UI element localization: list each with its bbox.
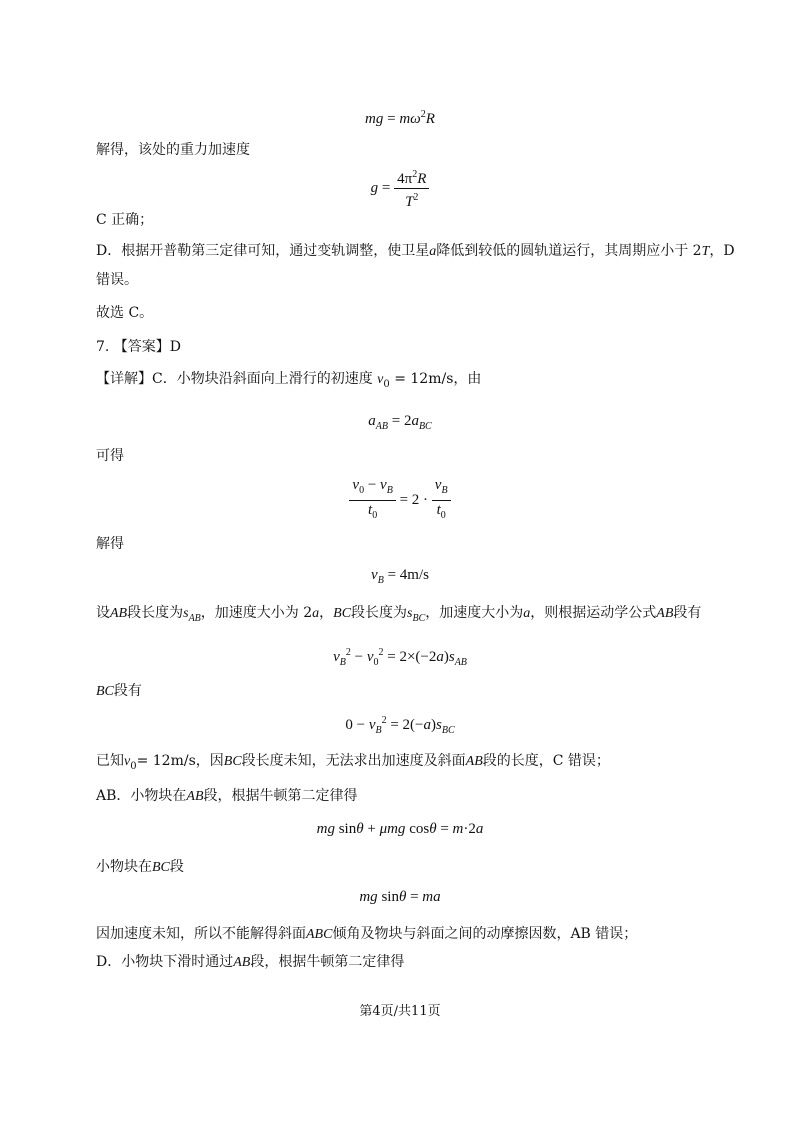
symbol-BC: BC [333,606,352,621]
text-fragment: 【详解】C．小物块沿斜面向上滑行的初速度 [96,371,373,387]
text-fragment: ， [319,605,334,621]
text-fragment: 降低到较低的圆轨道运行，其周期应小于 2 [436,243,702,259]
text-fragment: D．小物块下滑时通过 [96,954,234,970]
equation-g: g = $\frac{4\pi^2R}{T^2}$ [0,166,800,211]
text-fragment: 段有 [673,605,702,621]
text-fragment: 段，根据牛顿第二定律得 [203,788,358,804]
text-d-line-1 [96,241,735,262]
text-fragment: 小物块在 [96,859,152,875]
text-fragment: ，加速度大小为 2 [200,605,313,621]
text-bc-segment [96,681,704,702]
text-kede: 可得 [96,448,124,464]
text-fragment: ，则根据运动学公式 [530,605,657,621]
symbol-AB: AB [110,606,128,621]
text-fragment: 设 [96,605,110,621]
equation-mg-momega2R: mg = $m\omega^2R$ [365,109,435,127]
symbol-a: a [312,606,320,621]
equation-vB: $v_B = 4m/s$ [371,567,429,586]
text-fragment: 段 [169,859,184,875]
text-fragment: D．根据开普勒第三定律可知，通过变轨调整，使卫星 [96,243,430,259]
text-jiede: 解得 [96,536,124,552]
equation-kinematics-AB: $v_B^2 - v_0^2 = 2\times(-2a)s_{AB}$ [333,647,467,668]
text-gravity-conclusion: 解得，该处的重力加速度 [96,142,250,158]
text-fragment: ，由 [453,371,482,387]
text-d-line-2: 错误。 [96,272,138,288]
equation-aAB-2aBC: $a_{AB} = 2a_{BC}$ [368,413,432,432]
text-fragment: = 12m/s [394,371,454,387]
text-answer-7: 7. 【答案】D [96,339,182,355]
text-fragment: 倾角及物块与斜面之间的动摩擦因数，AB 错误； [332,926,638,942]
text-fragment: 已知 [96,753,124,769]
symbol-a: a [523,606,531,621]
text-fragment: 段，根据牛顿第二定律得 [250,954,405,970]
symbol-T: T [701,244,710,259]
text-choose-c: 故选 C。 [96,305,154,321]
text-fragment: 因加速度未知，所以不能解得斜面 [96,926,306,942]
text-final-ab [96,924,704,945]
symbol-AB: AB [186,789,204,804]
equation-velocity-ratio: $\frac{v_0 - v_B}{t_0}$ = 2 · $\frac{v_B}{t_0}$ [0,476,800,525]
text-c-correct: C 正确； [96,212,154,228]
symbol-BC: BC [223,754,242,769]
text-ab-newton [96,786,704,807]
equation-kinematics-BC: $0 - v_B^2 = 2(-a)s_{BC}$ [345,715,455,736]
text-fragment: ，加速度大小为 [425,605,524,621]
text-fragment: ，D [709,243,735,259]
text-fragment: 段长度未知，无法求出加速度及斜面 [241,753,466,769]
symbol-AB: AB [656,606,674,621]
text-detail-intro: 【详解】C．小物块沿斜面向上滑行的初速度 $v_0 = 12m/s$，由 [96,371,482,390]
text-known-v0: 已知$v_0= 12m/s$，因BC段长度未知，无法求出加速度及斜面AB段的长度，C 错误； [96,753,610,772]
text-set-segments: 设AB段长度为$s_{AB}$，加速度大小为 2a，BC段长度为$s_{BC}$，加速度大小为a，则根据运动学公式AB段有 [96,605,702,624]
text-fragment: 段长度为 [127,605,184,621]
text-fragment: 段的长度，C 错误； [482,753,610,769]
symbol-ABC: ABC [306,927,333,942]
symbol-BC: BC [152,860,170,875]
text-bc-segment-block [96,857,704,878]
page-footer: 第4页/共11页 [359,1004,441,1019]
text-fragment: = 12m/s，因 [136,753,224,769]
text-fragment: 段有 [113,683,142,699]
symbol-a: a [429,244,437,259]
symbol-AB: AB [233,955,251,970]
symbol-BC: BC [96,684,114,699]
symbol-AB: AB [465,754,483,769]
text-fragment: AB．小物块在 [96,788,187,804]
text-d-slide-down [96,952,704,973]
equation-newton-AB: mg sinθ + μmg cosθ = m·2a [316,821,484,837]
text-fragment: 段长度为 [351,605,408,621]
equation-newton-BC: mg sinθ = ma [359,889,441,905]
